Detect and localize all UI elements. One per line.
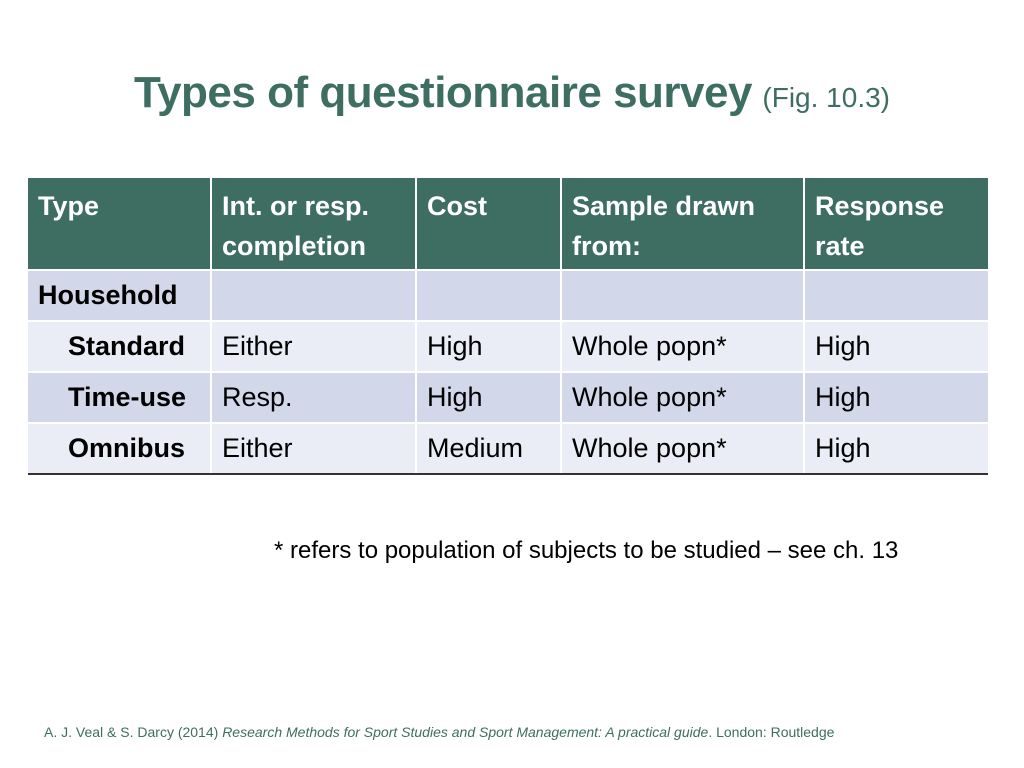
row-completion-cell: Either (211, 321, 416, 372)
header-type: Type (28, 178, 211, 270)
row-cost-cell: Medium (416, 423, 561, 474)
row-cost-cell: High (416, 372, 561, 423)
table-header-row (28, 178, 988, 270)
slide-title (0, 68, 1024, 118)
table-row (28, 423, 988, 474)
row-sample-cell: Whole popn* (561, 372, 804, 423)
row-type-cell: Household (28, 270, 211, 321)
header-response-rate: Response rate (804, 178, 988, 270)
row-completion-cell (211, 270, 416, 321)
row-sample-cell (561, 270, 804, 321)
row-cost-cell: High (416, 321, 561, 372)
table-row (28, 372, 988, 423)
row-type-cell: Omnibus (28, 423, 211, 474)
row-completion-cell: Resp. (211, 372, 416, 423)
slide-title-main: Types of questionnaire survey (133, 68, 752, 117)
row-response-cell (804, 270, 988, 321)
header-cost: Cost (416, 178, 561, 270)
row-response-cell: High (804, 423, 988, 474)
table-row (28, 270, 988, 321)
row-response-cell: High (804, 321, 988, 372)
row-type-cell: Time-use (28, 372, 211, 423)
citation-book-title: Research Methods for Sport Studies and Sport Management: A practical guide (222, 724, 709, 740)
slide-title-figure-ref: (Fig. 10.3) (762, 82, 891, 113)
source-citation (44, 724, 834, 740)
table-footnote: * refers to population of subjects to be studied – see ch. 13 (274, 537, 899, 564)
citation-authors: A. J. Veal & S. Darcy (2014) (44, 724, 223, 740)
survey-types-table (28, 178, 988, 475)
citation-publisher: . London: Routledge (708, 724, 835, 740)
row-cost-cell (416, 270, 561, 321)
table-row (28, 321, 988, 372)
row-completion-cell: Either (211, 423, 416, 474)
header-completion: Int. or resp. completion (211, 178, 416, 270)
row-sample-cell: Whole popn* (561, 321, 804, 372)
row-response-cell: High (804, 372, 988, 423)
header-sample: Sample drawn from: (561, 178, 804, 270)
row-type-cell: Standard (28, 321, 211, 372)
row-sample-cell: Whole popn* (561, 423, 804, 474)
